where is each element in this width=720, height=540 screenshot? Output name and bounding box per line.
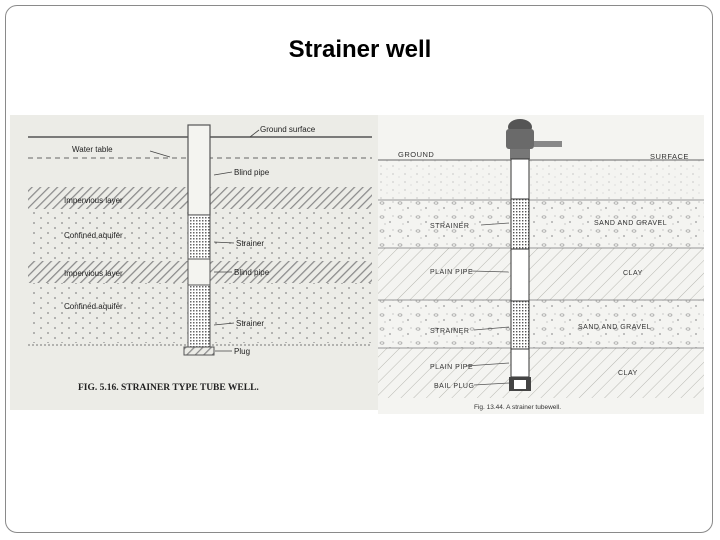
plain-pipe-bottom bbox=[511, 349, 529, 377]
blind-pipe-label-middle: Blind pipe bbox=[234, 268, 270, 277]
strainer-label-upper: Strainer bbox=[236, 239, 265, 248]
topsoil-layer bbox=[378, 160, 704, 200]
strainer-label-upper: STRAINER bbox=[430, 223, 470, 230]
plug bbox=[184, 347, 214, 355]
blind-pipe bbox=[188, 125, 210, 215]
left-figure-caption: FIG. 5.16. STRAINER TYPE TUBE WELL. bbox=[78, 383, 259, 393]
strainer-tubewell-figure bbox=[378, 115, 704, 414]
plug-label: Plug bbox=[234, 347, 251, 356]
plain-pipe-label-upper: PLAIN PIPE bbox=[430, 269, 474, 276]
ground-label: GROUND bbox=[398, 150, 435, 159]
plain-pipe-label-lower: PLAIN PIPE bbox=[430, 364, 474, 371]
sand-gravel-layer-2 bbox=[378, 300, 704, 348]
blind-pipe-middle bbox=[188, 259, 210, 285]
blind-pipe-label-top: Blind pipe bbox=[234, 168, 270, 177]
confined-aquifer-label-1: Confined aquifer bbox=[64, 231, 123, 240]
clay-label-2: CLAY bbox=[618, 370, 638, 377]
water-table-label: Water table bbox=[72, 145, 113, 154]
strainer-label-lower: STRAINER bbox=[430, 328, 470, 335]
slide-title: Strainer well bbox=[288, 36, 432, 63]
bail-plug-label: BAIL PLUG bbox=[434, 383, 475, 390]
plain-pipe-middle bbox=[511, 249, 529, 301]
strainer-type-tube-well-figure bbox=[10, 115, 379, 410]
strainer-lower bbox=[188, 285, 210, 347]
ground-surface-label: Ground surface bbox=[260, 125, 316, 134]
surface-label: SURFACE bbox=[650, 152, 689, 161]
right-figure-caption: Fig. 13.44. A strainer tubewell. bbox=[474, 404, 562, 411]
confined-aquifer-label-2: Confined aquifer bbox=[64, 302, 123, 311]
plain-pipe-top bbox=[511, 159, 529, 199]
strainer-upper bbox=[188, 215, 210, 259]
sand-and-gravel-label-2: SAND AND GRAVEL bbox=[578, 324, 652, 331]
sand-and-gravel-label-1: SAND AND GRAVEL bbox=[594, 220, 668, 227]
impervious-layer-label-1: Impervious layer bbox=[64, 196, 123, 205]
clay-layer-1 bbox=[378, 248, 704, 300]
impervious-layer-label-2: Impervious layer bbox=[64, 269, 123, 278]
strainer-label-lower: Strainer bbox=[236, 319, 265, 328]
clay-label-1: CLAY bbox=[623, 270, 643, 277]
strainer-upper bbox=[511, 199, 529, 249]
strainer-lower bbox=[511, 301, 529, 349]
clay-layer-2 bbox=[378, 348, 704, 398]
